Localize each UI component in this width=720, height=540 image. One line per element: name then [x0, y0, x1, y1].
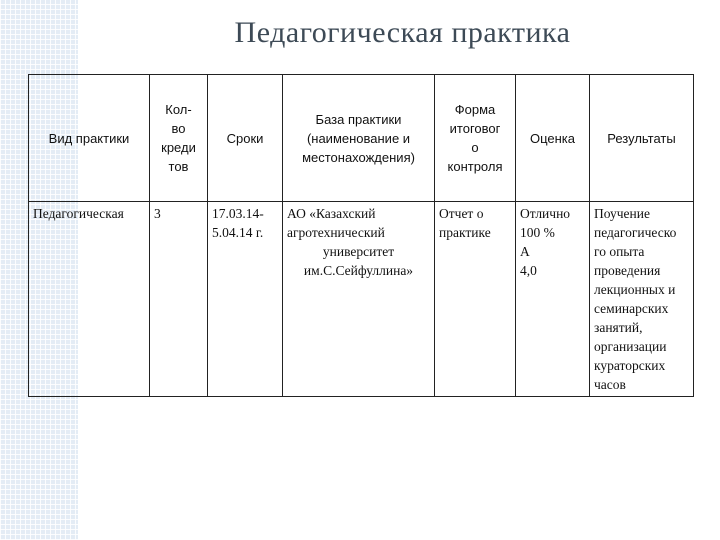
- header-credits: Кол- во креди тов: [150, 75, 208, 202]
- header-vid: Вид практики: [29, 75, 150, 202]
- header-baza: База практики (наименование и местонахождения): [283, 75, 435, 202]
- table-row: [29, 202, 694, 397]
- cell-vid: Педагогическая: [29, 202, 150, 397]
- cell-results: Поучение педагогическо го опыта проведения лекционных и семинарских занятий, организации кураторских часов: [590, 202, 694, 397]
- cell-baza: АО «Казахский агротехнический университет им.С.Сейфуллина»: [283, 202, 435, 397]
- cell-forma: Отчет о практике: [435, 202, 516, 397]
- cell-credits: 3: [150, 202, 208, 397]
- practice-table: [28, 74, 694, 397]
- cell-ocenka: Отлично 100 % A 4,0: [516, 202, 590, 397]
- header-ocenka: Оценка: [516, 75, 590, 202]
- table-header-row: [29, 75, 694, 202]
- header-results: Результаты: [590, 75, 694, 202]
- header-sroki: Сроки: [208, 75, 283, 202]
- cell-sroki: 17.03.14- 5.04.14 г.: [208, 202, 283, 397]
- header-forma: Форма итоговог о контроля: [435, 75, 516, 202]
- page-title: Педагогическая практика: [234, 16, 571, 49]
- baza-first-line: АО «Казахский: [287, 206, 376, 221]
